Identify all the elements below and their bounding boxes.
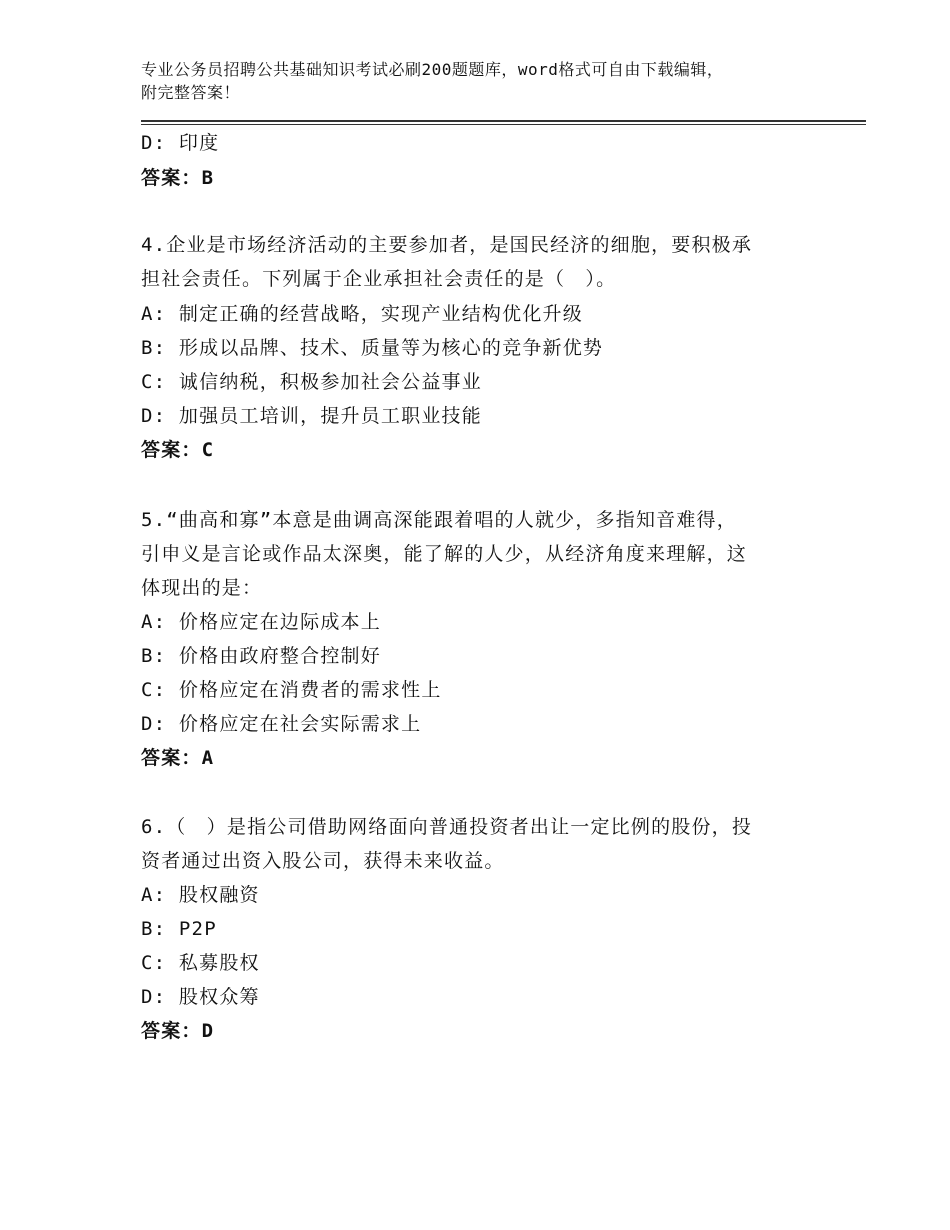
q6-option-c: C: 私募股权 — [141, 952, 260, 974]
q5-option-b: B: 价格由政府整合控制好 — [141, 645, 381, 667]
header-rule-thin — [141, 124, 866, 125]
q4-stem-line-2: 担社会责任。下列属于企业承担社会责任的是（ ）。 — [141, 268, 617, 290]
q4-option-d: D: 加强员工培训，提升员工职业技能 — [141, 405, 482, 427]
q4-option-b: B: 形成以品牌、技术、质量等为核心的竞争新优势 — [141, 337, 604, 359]
q4-option-c: C: 诚信纳税，积极参加社会公益事业 — [141, 371, 482, 393]
q4-stem-line-1: 4.企业是市场经济活动的主要参加者，是国民经济的细胞，要积极承 — [141, 234, 753, 256]
header-line-2: 附完整答案！ — [141, 83, 241, 102]
q4-answer: 答案：C — [141, 439, 215, 461]
q6-option-a: A: 股权融资 — [141, 884, 260, 906]
q5-option-a: A: 价格应定在边际成本上 — [141, 611, 381, 633]
q3-option-d: D: 印度 — [141, 132, 220, 154]
q5-option-d: D: 价格应定在社会实际需求上 — [141, 713, 422, 735]
document-header — [141, 58, 821, 104]
q6-stem-line-2: 资者通过出资入股公司，获得未来收益。 — [141, 850, 505, 872]
q5-stem-line-1: 5.“曲高和寡”本意是曲调高深能跟着唱的人就少，多指知音难得， — [141, 509, 737, 531]
q6-option-d: D: 股权众筹 — [141, 986, 260, 1008]
q5-option-c: C: 价格应定在消费者的需求性上 — [141, 679, 442, 701]
q6-answer: 答案：D — [141, 1020, 215, 1042]
q4-option-a: A: 制定正确的经营战略，实现产业结构优化升级 — [141, 303, 583, 325]
q5-stem-line-2: 引申义是言论或作品太深奥，能了解的人少，从经济角度来理解，这 — [141, 543, 748, 565]
q5-stem-line-3: 体现出的是： — [141, 577, 263, 599]
q3-answer: 答案：B — [141, 167, 215, 189]
q6-stem-line-1: 6.（ ）是指公司借助网络面向普通投资者出让一定比例的股份，投 — [141, 816, 753, 838]
q5-answer: 答案：A — [141, 747, 215, 769]
q6-option-b: B: P2P — [141, 918, 217, 940]
header-rule-thick — [141, 120, 866, 122]
header-line-1: 专业公务员招聘公共基础知识考试必刷200题题库，word格式可自由下载编辑， — [141, 60, 724, 79]
